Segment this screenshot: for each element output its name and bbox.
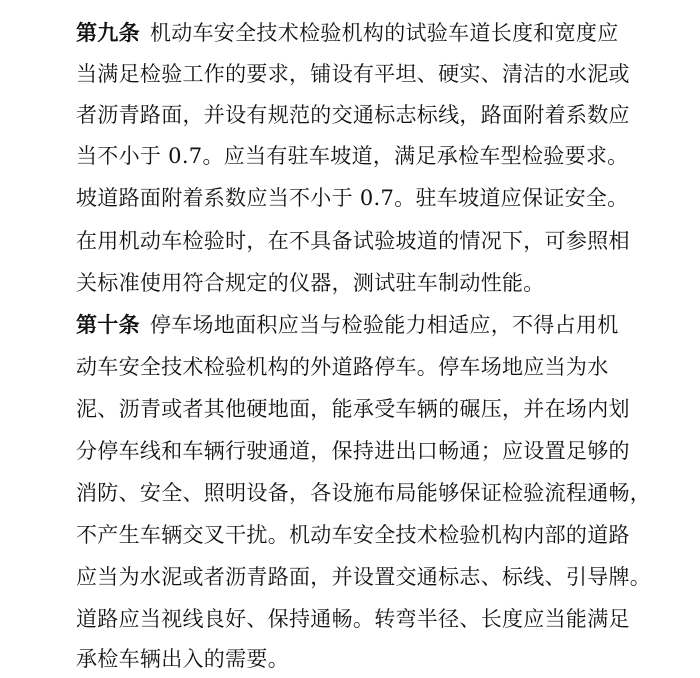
article-10-line-7: 应当为水泥或者沥青路面，并设置交通标志、标线、引导牌。 xyxy=(76,565,652,589)
article-9-line-3: 者沥青路面，并设有规范的交通标志标线，路面附着系数应 xyxy=(76,103,630,127)
article-9-line-2: 当满足检验工作的要求，铺设有平坦、硬实、清洁的水泥或 xyxy=(76,62,630,86)
article-10-heading: 第十条 xyxy=(76,313,140,337)
article-10-text: 停车场地面积应当与检验能力相适应，不得占用机 xyxy=(149,313,619,337)
article-10-line-1 xyxy=(76,306,619,344)
article-10-line-4: 分停车线和车辆行驶通道，保持进出口畅通；应设置足够的 xyxy=(76,439,630,463)
article-10-line-5: 消防、安全、照明设备，各设施布局能够保证检验流程通畅， xyxy=(76,481,652,505)
article-9-text: 机动车安全技术检验机构的试验车道长度和宽度应 xyxy=(149,21,619,45)
article-10-line-9: 承检车辆出入的需要。 xyxy=(76,647,289,671)
article-10-line-3: 泥、沥青或者其他硬地面，能承受车辆的碾压，并在场内划 xyxy=(76,397,630,421)
article-9-line-5: 坡道路面附着系数应当不小于 0.7。驻车坡道应保证安全。 xyxy=(76,186,629,210)
article-10-line-2: 动车安全技术检验机构的外道路停车。停车场地应当为水 xyxy=(76,355,609,379)
article-9-heading: 第九条 xyxy=(76,21,140,45)
article-10-line-8: 道路应当视线良好、保持通畅。转弯半径、长度应当能满足 xyxy=(76,607,630,631)
article-9-line-6: 在用机动车检验时，在不具备试验坡道的情况下，可参照相 xyxy=(76,229,630,253)
article-9-line-4: 当不小于 0.7。应当有驻车坡道，满足承检车型检验要求。 xyxy=(76,144,629,168)
article-9-line-7: 关标准使用符合规定的仪器，测试驻车制动性能。 xyxy=(76,271,545,295)
article-10-line-6: 不产生车辆交叉干扰。机动车安全技术检验机构内部的道路 xyxy=(76,523,630,547)
article-9-line-1 xyxy=(76,14,619,52)
